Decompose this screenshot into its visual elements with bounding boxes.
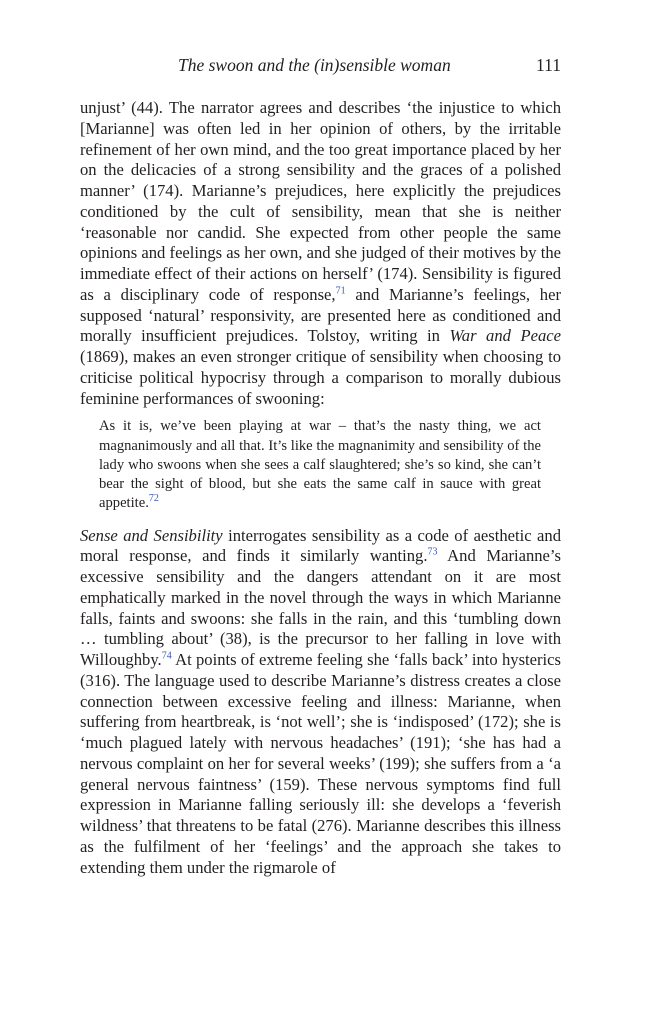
block-quote-text: As it is, we’ve been playing at war – that’s the nasty thing, we act magnanimously and all that. It’s like the magnanimity and sensibility of the lady who swoons when she sees a calf slaughtered; she’s so kind, she can’t bear the sight of blood, but she eats the same calf in sauce with great appetite.: [99, 418, 541, 512]
paragraph-2: [80, 526, 561, 879]
page-number: 111: [536, 55, 561, 75]
footnote-ref-73[interactable]: 73: [427, 546, 438, 558]
paragraph-2-text-c: At points of extreme feeling she ‘falls back’ into hysterics (316). The language used to describe Marianne’s distress creates a close connection between excessive feeling and illness: Marianne, when suffering from heartbreak, is ‘not well’; she is ‘indisposed’ (172); she is ‘much plagued lately with nervous headaches’ (191); ‘she has had a nervous complaint on her for several weeks’ (199); she suffers from a ‘a general nervous faintness’ (159). These nervous symptoms find full expression in Marianne falling seriously ill: she develops a ‘feverish wildness’ that threatens to be fatal (276). Marianne describes this illness as the fulfilment of her ‘feelings’ and the approach she takes to extending them under the rigmarole of: [80, 650, 561, 877]
paragraph-1: [80, 98, 561, 409]
running-title: The swoon and the (in)sensible woman: [178, 55, 451, 75]
paragraph-1-text-b: and Marianne’s feelings, her supposed ‘natural’ responsivity, are presented here as conditioned and morally insufficient prejudices. Tolstoy, writing in: [80, 284, 561, 346]
block-quote: [99, 417, 541, 513]
paragraph-2-text-b: And Marianne’s excessive sensibility and the dangers attendant on it are most emphatically marked in the novel through the ways in which Marianne falls, faints and swoons: she falls in the rain, and this ‘tumbling down … tumbling about’ (38), is the precursor to her falling in love with Willoughby.: [80, 546, 561, 670]
paragraph-2-text-a: interrogates sensibility as a code of aesthetic and moral response, and finds it similarly wanting.: [80, 525, 561, 566]
footnote-ref-72[interactable]: 72: [148, 493, 159, 505]
footnote-ref-74[interactable]: 74: [161, 650, 172, 662]
book-title-sense-and-sensibility: Sense and Sensibility: [80, 525, 223, 545]
book-title-war-and-peace: War and Peace: [449, 326, 561, 346]
running-header: [80, 55, 561, 79]
paragraph-1-text-c: (1869), makes an even stronger critique of sensibility when choosing to criticise political hypocrisy through a comparison to morally dubious feminine performances of swooning:: [80, 347, 561, 408]
paragraph-1-text-a: unjust’ (44). The narrator agrees and describes ‘the injustice to which [Marianne] was often led in her opinion of others, by the irritable refinement of her own mind, and the too great importance placed by her on the delicacies of a strong sensibility and the graces of a polished manner’ (174). Marianne’s prejudices, here explicitly the prejudices conditioned by the cult of sensibility, mean that she is neither ‘reasonable nor candid. She expected from other people the same opinions and feelings as her own, and she judged of their motives by the immediate effect of their actions on herself’ (174). Sensibility is figured as a disciplinary code of response,: [80, 98, 561, 304]
body-text: [80, 98, 561, 878]
footnote-ref-71[interactable]: 71: [335, 285, 346, 297]
